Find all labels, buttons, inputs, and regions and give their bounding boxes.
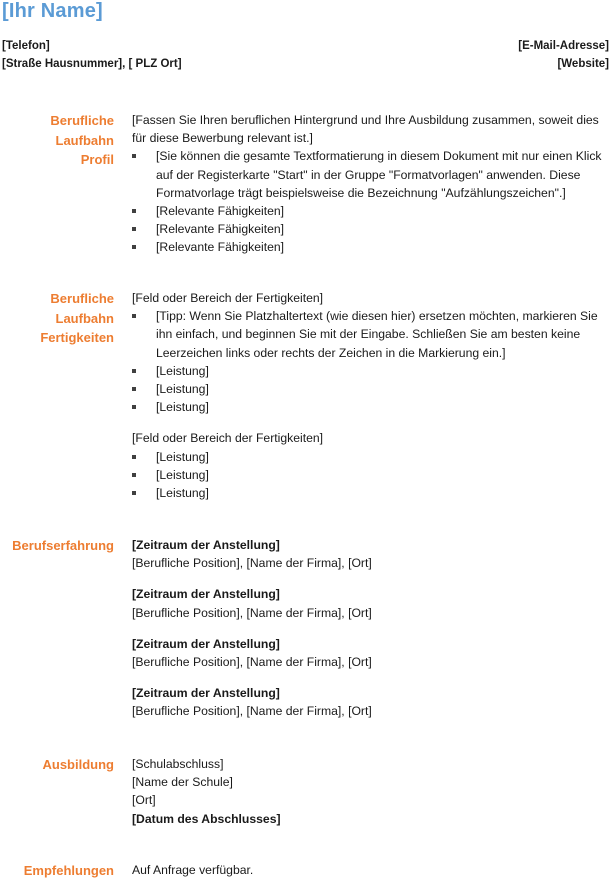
square-bullet-icon <box>132 491 136 495</box>
experience-period: [Zeitraum der Anstellung] <box>132 636 280 651</box>
experience-period: [Zeitraum der Anstellung] <box>132 538 280 552</box>
list-item-text: [Tipp: Wenn Sie Platzhaltertext (wie diesen hier) ersetzen möchten, markieren Sie ihn einfach, und beginnen Sie mit der Eingabe. Schließen Sie am besten keine Leerzeichen links oder rechts der Zeichen in die Markierung ein.] <box>156 309 598 360</box>
profile-bullet-list <box>132 147 608 256</box>
list-item <box>132 484 608 502</box>
profile-heading-line: Berufliche <box>50 113 114 128</box>
experience-period: [Zeitraum der Anstellung] <box>132 587 280 602</box>
list-item <box>132 220 608 238</box>
skills-heading <box>40 289 114 348</box>
skills-heading-line: Laufbahn <box>55 310 114 326</box>
experience-entry <box>132 635 608 671</box>
references-heading: Empfehlungen <box>23 863 114 878</box>
skill-group-title: [Feld oder Bereich der Fertigkeiten] <box>132 431 324 446</box>
list-item <box>132 466 608 484</box>
education-heading: Ausbildung <box>42 757 114 772</box>
list-item-text: [Relevante Fähigkeiten] <box>156 204 285 219</box>
profile-body <box>132 111 608 257</box>
square-bullet-icon <box>132 227 136 231</box>
list-item <box>132 380 608 398</box>
profile-heading <box>50 111 114 170</box>
list-item <box>132 398 608 416</box>
phone: [Telefon] <box>2 40 50 52</box>
profile-heading-line: Laufbahn <box>55 132 114 148</box>
square-bullet-icon <box>132 369 136 373</box>
profile-heading-line: Profil <box>80 152 114 167</box>
square-bullet-icon <box>132 314 136 318</box>
list-item-text: [Leistung] <box>156 382 209 397</box>
experience-details: [Berufliche Position], [Name der Firma], [Ort] <box>132 655 372 670</box>
experience-heading: Berufserfahrung <box>12 538 114 553</box>
education-date: [Datum des Abschlusses] <box>132 811 281 826</box>
profile-intro: [Fassen Sie Ihren beruflichen Hintergrund und Ihre Ausbildung zusammen, soweit dies für diese Bewerbung relevant ist.] <box>132 113 599 146</box>
list-item <box>132 202 608 220</box>
skill-group-title: [Feld oder Bereich der Fertigkeiten] <box>132 291 324 305</box>
list-item <box>132 362 608 380</box>
skills-body <box>132 289 608 502</box>
skill-bullet-list <box>132 448 608 503</box>
square-bullet-icon <box>132 405 136 409</box>
website: [Website] <box>557 58 609 70</box>
education-body <box>132 755 608 828</box>
skill-bullet-list <box>132 307 608 416</box>
list-item-text: [Relevante Fähigkeiten] <box>156 222 285 237</box>
email: [E-Mail-Adresse] <box>518 40 609 52</box>
skills-heading-line: Berufliche <box>50 291 114 306</box>
list-item-text: [Leistung] <box>156 486 209 501</box>
experience-details: [Berufliche Position], [Name der Firma], [Ort] <box>132 605 372 620</box>
square-bullet-icon <box>132 455 136 459</box>
resume-name: [Ihr Name] <box>2 0 103 22</box>
square-bullet-icon <box>132 154 136 158</box>
education-degree: [Schulabschluss] <box>132 757 224 771</box>
list-item-text: [Leistung] <box>156 363 209 378</box>
square-bullet-icon <box>132 473 136 477</box>
experience-period: [Zeitraum der Anstellung] <box>132 686 280 701</box>
list-item <box>132 307 608 362</box>
list-item-text: [Relevante Fähigkeiten] <box>156 240 285 255</box>
experience-details: [Berufliche Position], [Name der Firma], [Ort] <box>132 556 372 571</box>
list-item-text: [Sie können die gesamte Textformatierung in diesem Dokument mit nur einen Klick auf der Registerkarte "Start" in der Gruppe "Formatvorlagen" anwenden. Diese Formatvorlage trägt beispielsweise die Bezeichnung "Aufzählungszeichen".] <box>156 149 602 200</box>
experience-details: [Berufliche Position], [Name der Firma], [Ort] <box>132 704 372 719</box>
list-item <box>132 147 608 202</box>
square-bullet-icon <box>132 245 136 249</box>
square-bullet-icon <box>132 209 136 213</box>
education-school: [Name der Schule] <box>132 775 233 790</box>
address: [Straße Hausnummer], [ PLZ Ort] <box>2 58 182 70</box>
list-item <box>132 448 608 466</box>
experience-body <box>132 536 608 721</box>
education-location: [Ort] <box>132 793 156 808</box>
skills-heading-line: Fertigkeiten <box>40 330 114 345</box>
list-item-text: [Leistung] <box>156 449 209 464</box>
list-item-text: [Leistung] <box>156 400 209 415</box>
experience-entry <box>132 536 608 572</box>
experience-entry <box>132 684 608 720</box>
list-item-text: [Leistung] <box>156 467 209 482</box>
experience-entry <box>132 585 608 621</box>
square-bullet-icon <box>132 387 136 391</box>
references-body <box>132 861 608 879</box>
list-item <box>132 238 608 256</box>
references-text: Auf Anfrage verfügbar. <box>132 863 254 877</box>
